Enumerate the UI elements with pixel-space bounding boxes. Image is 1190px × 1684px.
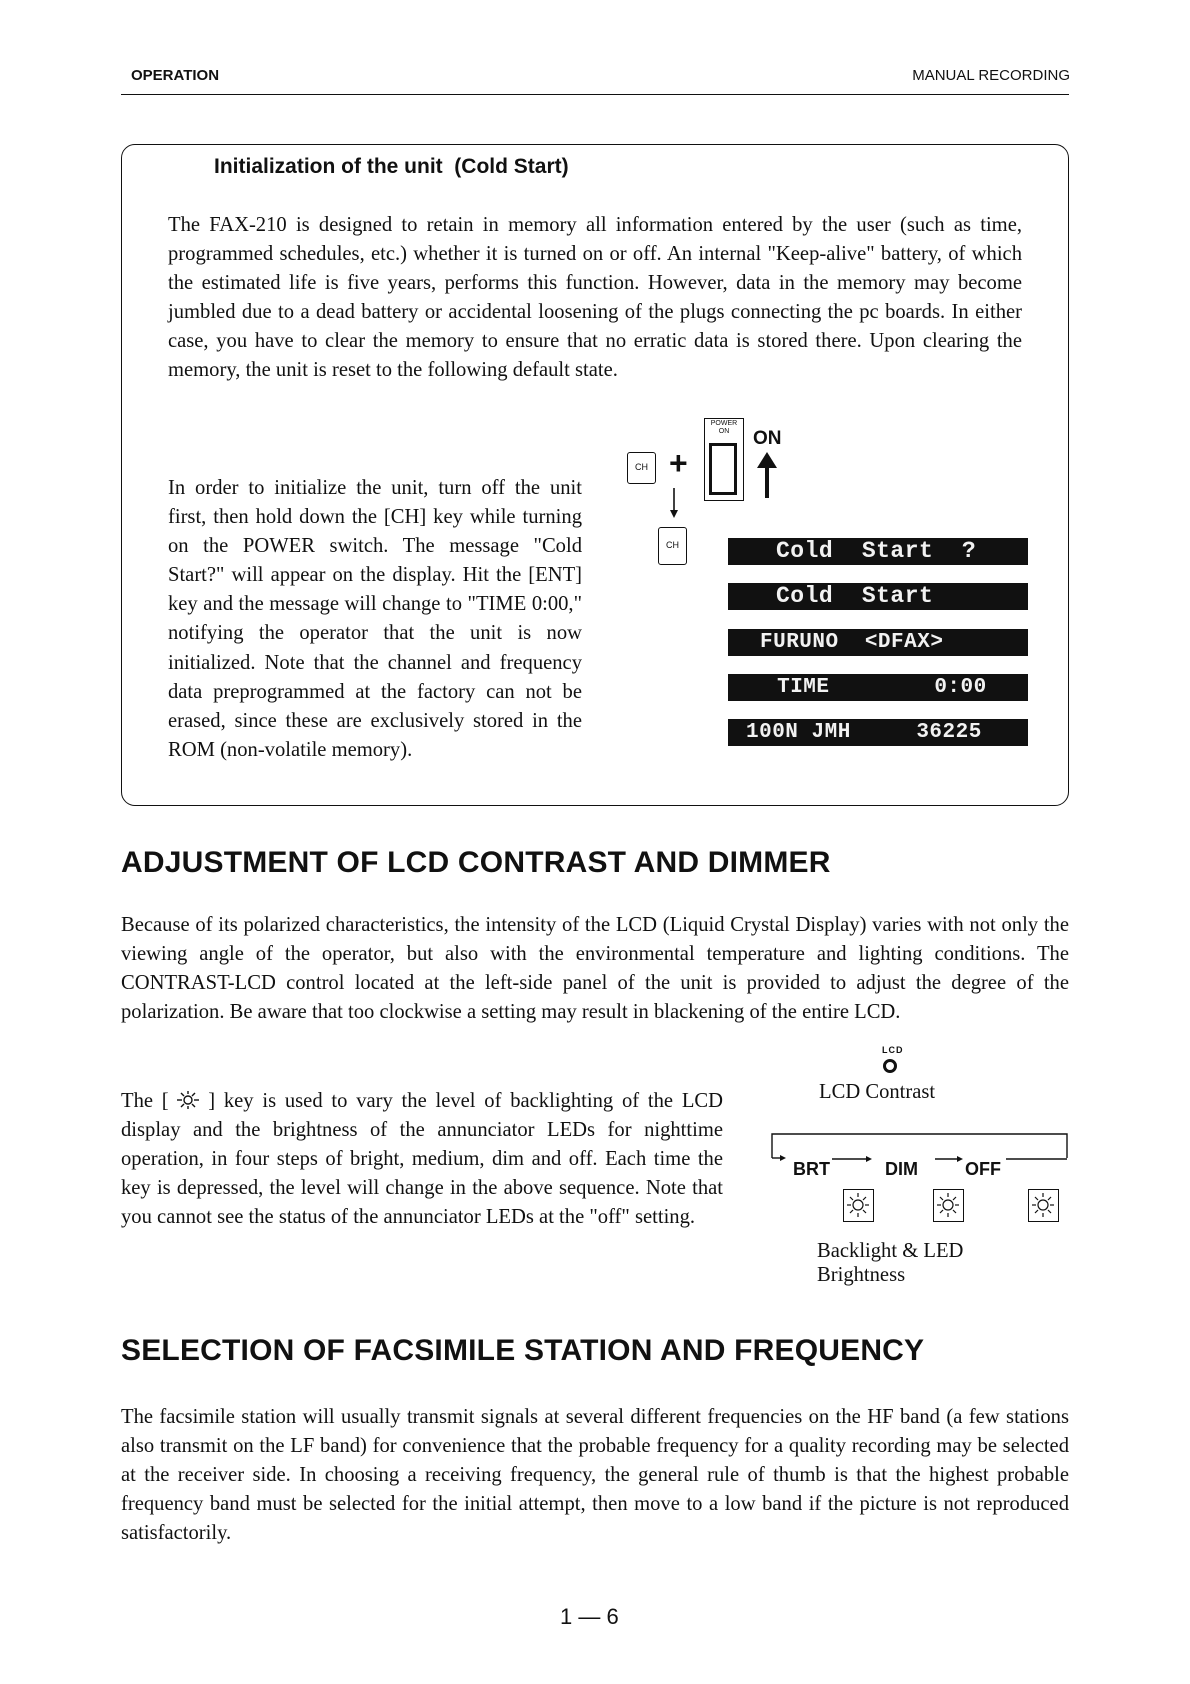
lcd-line-furuno: FURUNO <DFAX> xyxy=(728,629,1028,656)
power-label-line2: ON xyxy=(718,428,730,435)
cycle-loop-line xyxy=(772,1134,1067,1159)
fax-section-heading: SELECTION OF FACSIMILE STATION AND FREQUENCY xyxy=(121,1334,925,1367)
header-topic: MANUAL RECORDING xyxy=(912,67,1070,84)
header-section: OPERATION xyxy=(131,67,220,84)
lcd-contrast-caption: LCD Contrast xyxy=(819,1081,936,1103)
lcd-contrast-paragraph: Because of its polarized characteristics, the intensity of the LCD (Liquid Crystal Display) varies with not only the viewing angle of the operator, but also with the environmental temperature and lighting conditions. The CONTRAST-LCD control located at the left-side panel of the unit is provided to adjust the degree of the polarization. Be aware that too clockwise a setting may result in blackening of the entire LCD. xyxy=(121,914,1069,1024)
cold-start-procedure: In order to initialize the unit, turn off the unit first, then hold down the [CH] key while turning on the POWER switch. The message "Cold Start?" will appear on the display. Hit the [ENT] key and the message will change to "TIME 0:00," notifying the operator that the unit is now initialized. Note that the channel and frequency data preprogrammed at the factory can not be erased, since these are exclusively stored in the ROM (non-volatile memory). xyxy=(168,477,582,761)
backlight-caption-line1: Backlight & LED xyxy=(817,1240,964,1262)
cycle-arrow-3-icon xyxy=(957,1156,963,1162)
dimmer-key-dim-icon xyxy=(933,1189,964,1222)
ch-key-pressed-icon xyxy=(658,527,687,565)
page-number: 1 — 6 xyxy=(560,1604,619,1629)
dimmer-paragraph xyxy=(121,1087,723,1232)
lcd-line-cold-start: Cold Start xyxy=(728,583,1028,610)
cycle-arrow-2-icon xyxy=(866,1156,872,1162)
power-switch-rocker xyxy=(709,443,737,495)
ch-key-pressed-label: CH xyxy=(666,540,679,550)
sequence-dim: DIM xyxy=(885,1159,918,1179)
down-arrow-icon xyxy=(669,488,679,518)
up-arrow-icon xyxy=(755,452,779,498)
sequence-brt: BRT xyxy=(793,1159,830,1179)
cold-start-paragraph: The FAX-210 is designed to retain in memory all information entered by the user (such as time, programmed schedules, etc.) whether it is turned on or off. An internal "Keep-alive" battery, of which the estimated life is five years, performs this function. However, data in the memory may become jumbled due to a dead battery or accidental loosening of the plugs connecting the pc boards. In either case, you have to clear the memory to ensure that no erratic data is stored there. Upon clearing the memory, the unit is reset to the following default state. xyxy=(168,214,1022,382)
lcd-line-time: TIME 0:00 xyxy=(728,674,1028,701)
fax-station-paragraph: The facsimile station will usually transmit signals at several different frequencies on the HF band (a few stations also transmit on the LF band) for convenience that the probable frequency for a quality recording may be selected at the receiver side. In choosing a receiving frequency, the general rule of thumb is that the highest probable frequency band must be selected for the initial attempt, then move to a low band if the picture is not reproduced satisfactorily. xyxy=(121,1406,1069,1545)
lcd-line-station: 100N JMH 36225 xyxy=(728,719,1028,746)
lcd-knob-label: LCD xyxy=(882,1045,904,1055)
dimmer-paragraph-post: ] key is used to vary the level of backlighting of the LCD display and the brightness of the annunciator LEDs for nighttime operation, in four steps of bright, medium, dim and off. Each time the key is depressed, the level will change in the above sequence. Note that you cannot see the status of the annunciator LEDs at the "off" setting. xyxy=(121,1090,724,1229)
header-rule xyxy=(121,94,1069,95)
on-label: ON xyxy=(753,428,782,449)
lcd-line-cold-start-prompt: Cold Start ? xyxy=(728,538,1028,565)
sequence-off: OFF xyxy=(965,1159,1001,1179)
ch-key-label: CH xyxy=(635,462,648,472)
power-label-line1: POWER xyxy=(710,420,738,427)
ch-key-icon xyxy=(627,452,656,484)
backlight-caption xyxy=(817,1239,963,1287)
sun-icon xyxy=(177,1091,199,1109)
dimmer-paragraph-pre: The [ xyxy=(121,1090,178,1112)
power-switch-icon xyxy=(704,418,744,501)
backlight-caption-line2: Brightness xyxy=(817,1264,906,1286)
lcd-contrast-knob xyxy=(883,1059,897,1073)
cycle-arrow-1-icon xyxy=(780,1155,786,1161)
power-label xyxy=(705,420,743,436)
cold-start-title: Initialization of the unit (Cold Start) xyxy=(214,155,569,178)
dimmer-key-brt-icon xyxy=(843,1189,874,1222)
plus-sign: + xyxy=(669,445,688,481)
lcd-section-heading: ADJUSTMENT OF LCD CONTRAST AND DIMMER xyxy=(121,846,831,879)
dimmer-key-off-icon xyxy=(1028,1189,1059,1222)
